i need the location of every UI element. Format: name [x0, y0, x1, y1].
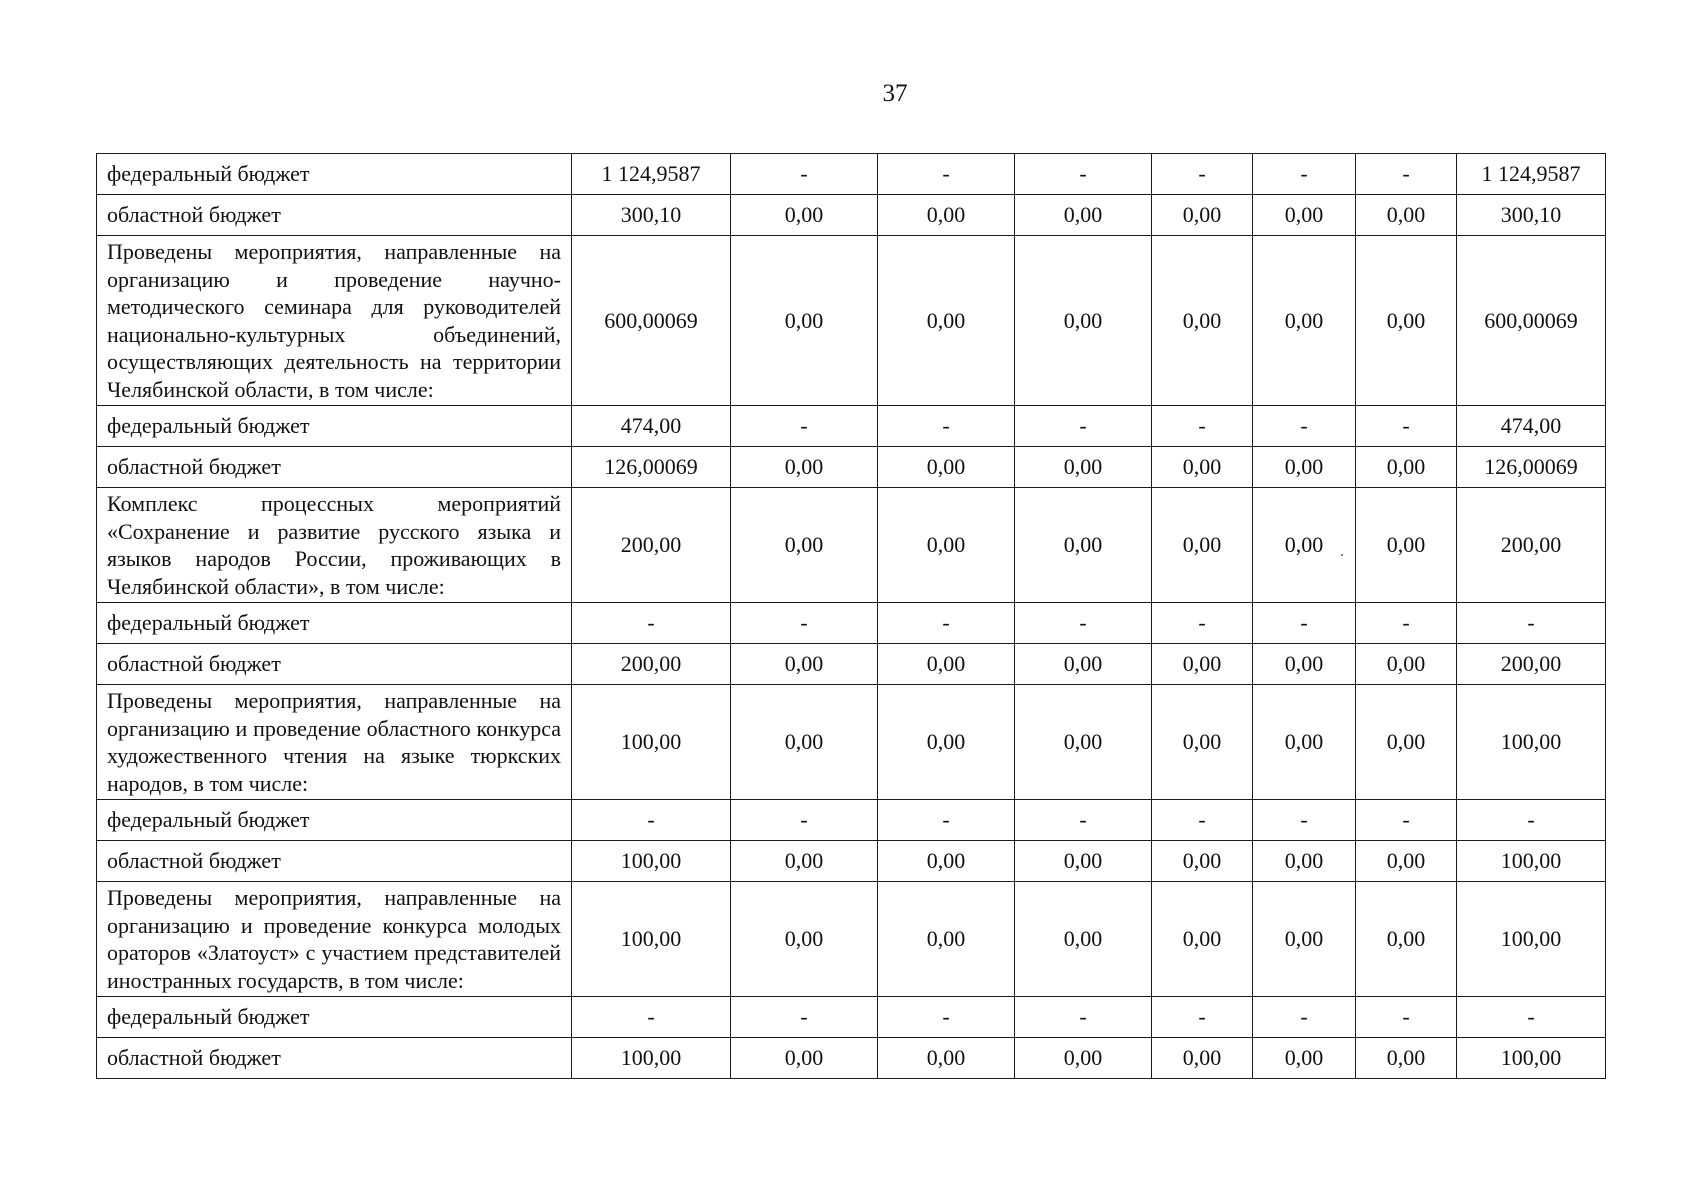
row-label: Проведены мероприятия, направленные на организацию и проведение конкурса молодых ораторов «Златоуст» с участием представителей иностранных государств, в том числе:: [97, 882, 572, 997]
value-cell: -: [572, 800, 731, 841]
value-cell: -: [1015, 603, 1152, 644]
value-cell: 0,00: [1015, 644, 1152, 685]
value-cell: 200,00: [572, 488, 731, 603]
table-row: [97, 447, 1606, 488]
value-cell: 0,00: [731, 195, 878, 236]
value-cell: -: [572, 603, 731, 644]
value-cell: 0,00: [1152, 447, 1253, 488]
value-cell: -: [1152, 406, 1253, 447]
total-cell: 126,00069: [1457, 447, 1606, 488]
value-cell: 0,00: [878, 1038, 1015, 1079]
value-cell: 0,00: [878, 195, 1015, 236]
value-cell: 0,00: [1356, 236, 1457, 406]
value-cell: 0,00: [1152, 195, 1253, 236]
value-cell: 0,00: [1015, 195, 1152, 236]
value-cell: 0,00: [878, 488, 1015, 603]
value-cell: 0,00: [1253, 447, 1356, 488]
value-cell: 200,00: [572, 644, 731, 685]
value-cell: 0,00: [1015, 1038, 1152, 1079]
value-cell: 0,00: [1015, 685, 1152, 800]
table-row: [97, 488, 1606, 603]
row-label: областной бюджет: [97, 195, 572, 236]
total-cell: 300,10: [1457, 195, 1606, 236]
value-cell: -: [878, 154, 1015, 195]
value-cell: -: [1015, 800, 1152, 841]
value-cell: 0,00: [1253, 488, 1356, 603]
value-cell: -: [1152, 154, 1253, 195]
value-cell: 0,00: [731, 236, 878, 406]
table-row: [97, 685, 1606, 800]
value-cell: 0,00: [878, 882, 1015, 997]
total-cell: 100,00: [1457, 1038, 1606, 1079]
total-cell: 100,00: [1457, 685, 1606, 800]
value-cell: 0,00: [1152, 644, 1253, 685]
value-cell: -: [878, 997, 1015, 1038]
table-row: [97, 603, 1606, 644]
value-cell: 0,00: [1152, 1038, 1253, 1079]
page-number: 37: [882, 80, 908, 107]
value-cell: 0,00: [1152, 236, 1253, 406]
value-cell: 0,00: [1356, 447, 1457, 488]
value-cell: 0,00: [1015, 841, 1152, 882]
row-label: Проведены мероприятия, направленные на организацию и проведение научно-методического семинара для руководителей национально-культурных объединений, осуществляющих деятельность на территории Челябинской области, в том числе:: [97, 236, 572, 406]
value-cell: -: [731, 603, 878, 644]
table-row: [97, 154, 1606, 195]
total-cell: 100,00: [1457, 882, 1606, 997]
row-label: Проведены мероприятия, направленные на организацию и проведение областного конкурса художественного чтения на языке тюркских народов, в том числе:: [97, 685, 572, 800]
value-cell: -: [1253, 800, 1356, 841]
row-label: областной бюджет: [97, 841, 572, 882]
value-cell: 0,00: [731, 841, 878, 882]
table-row: [97, 800, 1606, 841]
row-label: федеральный бюджет: [97, 603, 572, 644]
row-label: областной бюджет: [97, 447, 572, 488]
value-cell: 0,00: [1356, 644, 1457, 685]
value-cell: -: [1015, 997, 1152, 1038]
value-cell: 0,00: [731, 644, 878, 685]
row-label: областной бюджет: [97, 1038, 572, 1079]
value-cell: 0,00: [1253, 685, 1356, 800]
table-row: [97, 406, 1606, 447]
value-cell: 0,00: [878, 685, 1015, 800]
value-cell: 0,00: [731, 488, 878, 603]
table-row: [97, 1038, 1606, 1079]
value-cell: 0,00: [1356, 1038, 1457, 1079]
table-body: [97, 154, 1606, 1079]
value-cell: 0,00: [1253, 195, 1356, 236]
value-cell: 1 124,9587: [572, 154, 731, 195]
value-cell: 100,00: [572, 882, 731, 997]
total-cell: 474,00: [1457, 406, 1606, 447]
value-cell: 0,00: [878, 644, 1015, 685]
value-cell: 0,00: [1015, 447, 1152, 488]
value-cell: 0,00: [878, 841, 1015, 882]
value-cell: 0,00: [1356, 195, 1457, 236]
value-cell: 0,00: [731, 685, 878, 800]
value-cell: 0,00: [1015, 882, 1152, 997]
value-cell: 0,00: [1152, 488, 1253, 603]
value-cell: 0,00: [1356, 488, 1457, 603]
value-cell: 0,00: [731, 1038, 878, 1079]
row-label: федеральный бюджет: [97, 406, 572, 447]
total-cell: 1 124,9587: [1457, 154, 1606, 195]
value-cell: -: [1356, 603, 1457, 644]
total-cell: -: [1457, 997, 1606, 1038]
value-cell: 300,10: [572, 195, 731, 236]
value-cell: -: [878, 800, 1015, 841]
row-label: федеральный бюджет: [97, 800, 572, 841]
value-cell: -: [1356, 154, 1457, 195]
value-cell: -: [731, 406, 878, 447]
row-label: федеральный бюджет: [97, 154, 572, 195]
value-cell: 0,00: [1253, 644, 1356, 685]
table-row: [97, 195, 1606, 236]
value-cell: 0,00: [1253, 1038, 1356, 1079]
value-cell: -: [1356, 406, 1457, 447]
value-cell: -: [1356, 997, 1457, 1038]
value-cell: -: [1253, 997, 1356, 1038]
value-cell: 0,00: [1253, 236, 1356, 406]
table-row: [97, 644, 1606, 685]
value-cell: -: [731, 997, 878, 1038]
value-cell: -: [1253, 154, 1356, 195]
value-cell: 126,00069: [572, 447, 731, 488]
value-cell: -: [1015, 406, 1152, 447]
value-cell: -: [1253, 406, 1356, 447]
total-cell: -: [1457, 800, 1606, 841]
value-cell: 100,00: [572, 685, 731, 800]
value-cell: 0,00: [1152, 685, 1253, 800]
value-cell: 0,00: [1152, 841, 1253, 882]
value-cell: 100,00: [572, 1038, 731, 1079]
value-cell: 0,00: [1356, 841, 1457, 882]
value-cell: 0,00: [1152, 882, 1253, 997]
total-cell: 600,00069: [1457, 236, 1606, 406]
table-row: [97, 997, 1606, 1038]
total-cell: 200,00: [1457, 488, 1606, 603]
value-cell: 0,00: [878, 236, 1015, 406]
value-cell: 0,00: [1356, 882, 1457, 997]
row-label: федеральный бюджет: [97, 997, 572, 1038]
table-row: [97, 841, 1606, 882]
value-cell: -: [1015, 154, 1152, 195]
row-label: областной бюджет: [97, 644, 572, 685]
value-cell: -: [731, 154, 878, 195]
value-cell: -: [1152, 603, 1253, 644]
value-cell: 474,00: [572, 406, 731, 447]
table-row: [97, 236, 1606, 406]
value-cell: -: [878, 603, 1015, 644]
table-row: [97, 882, 1606, 997]
value-cell: -: [1152, 997, 1253, 1038]
value-cell: -: [878, 406, 1015, 447]
value-cell: -: [1356, 800, 1457, 841]
value-cell: 0,00: [1253, 882, 1356, 997]
value-cell: -: [1152, 800, 1253, 841]
total-cell: 200,00: [1457, 644, 1606, 685]
value-cell: 0,00: [731, 882, 878, 997]
value-cell: 0,00: [1015, 236, 1152, 406]
value-cell: -: [1253, 603, 1356, 644]
value-cell: 100,00: [572, 841, 731, 882]
value-cell: 0,00: [878, 447, 1015, 488]
value-cell: 0,00: [1253, 841, 1356, 882]
value-cell: 0,00: [1015, 488, 1152, 603]
value-cell: -: [572, 997, 731, 1038]
scan-speck: [1341, 554, 1343, 556]
total-cell: 100,00: [1457, 841, 1606, 882]
value-cell: -: [731, 800, 878, 841]
value-cell: 600,00069: [572, 236, 731, 406]
budget-table: [96, 153, 1606, 1079]
total-cell: -: [1457, 603, 1606, 644]
row-label: Комплекс процессных мероприятий «Сохранение и развитие русского языка и языков народов России, проживающих в Челябинской области», в том числе:: [97, 488, 572, 603]
value-cell: 0,00: [731, 447, 878, 488]
value-cell: 0,00: [1356, 685, 1457, 800]
